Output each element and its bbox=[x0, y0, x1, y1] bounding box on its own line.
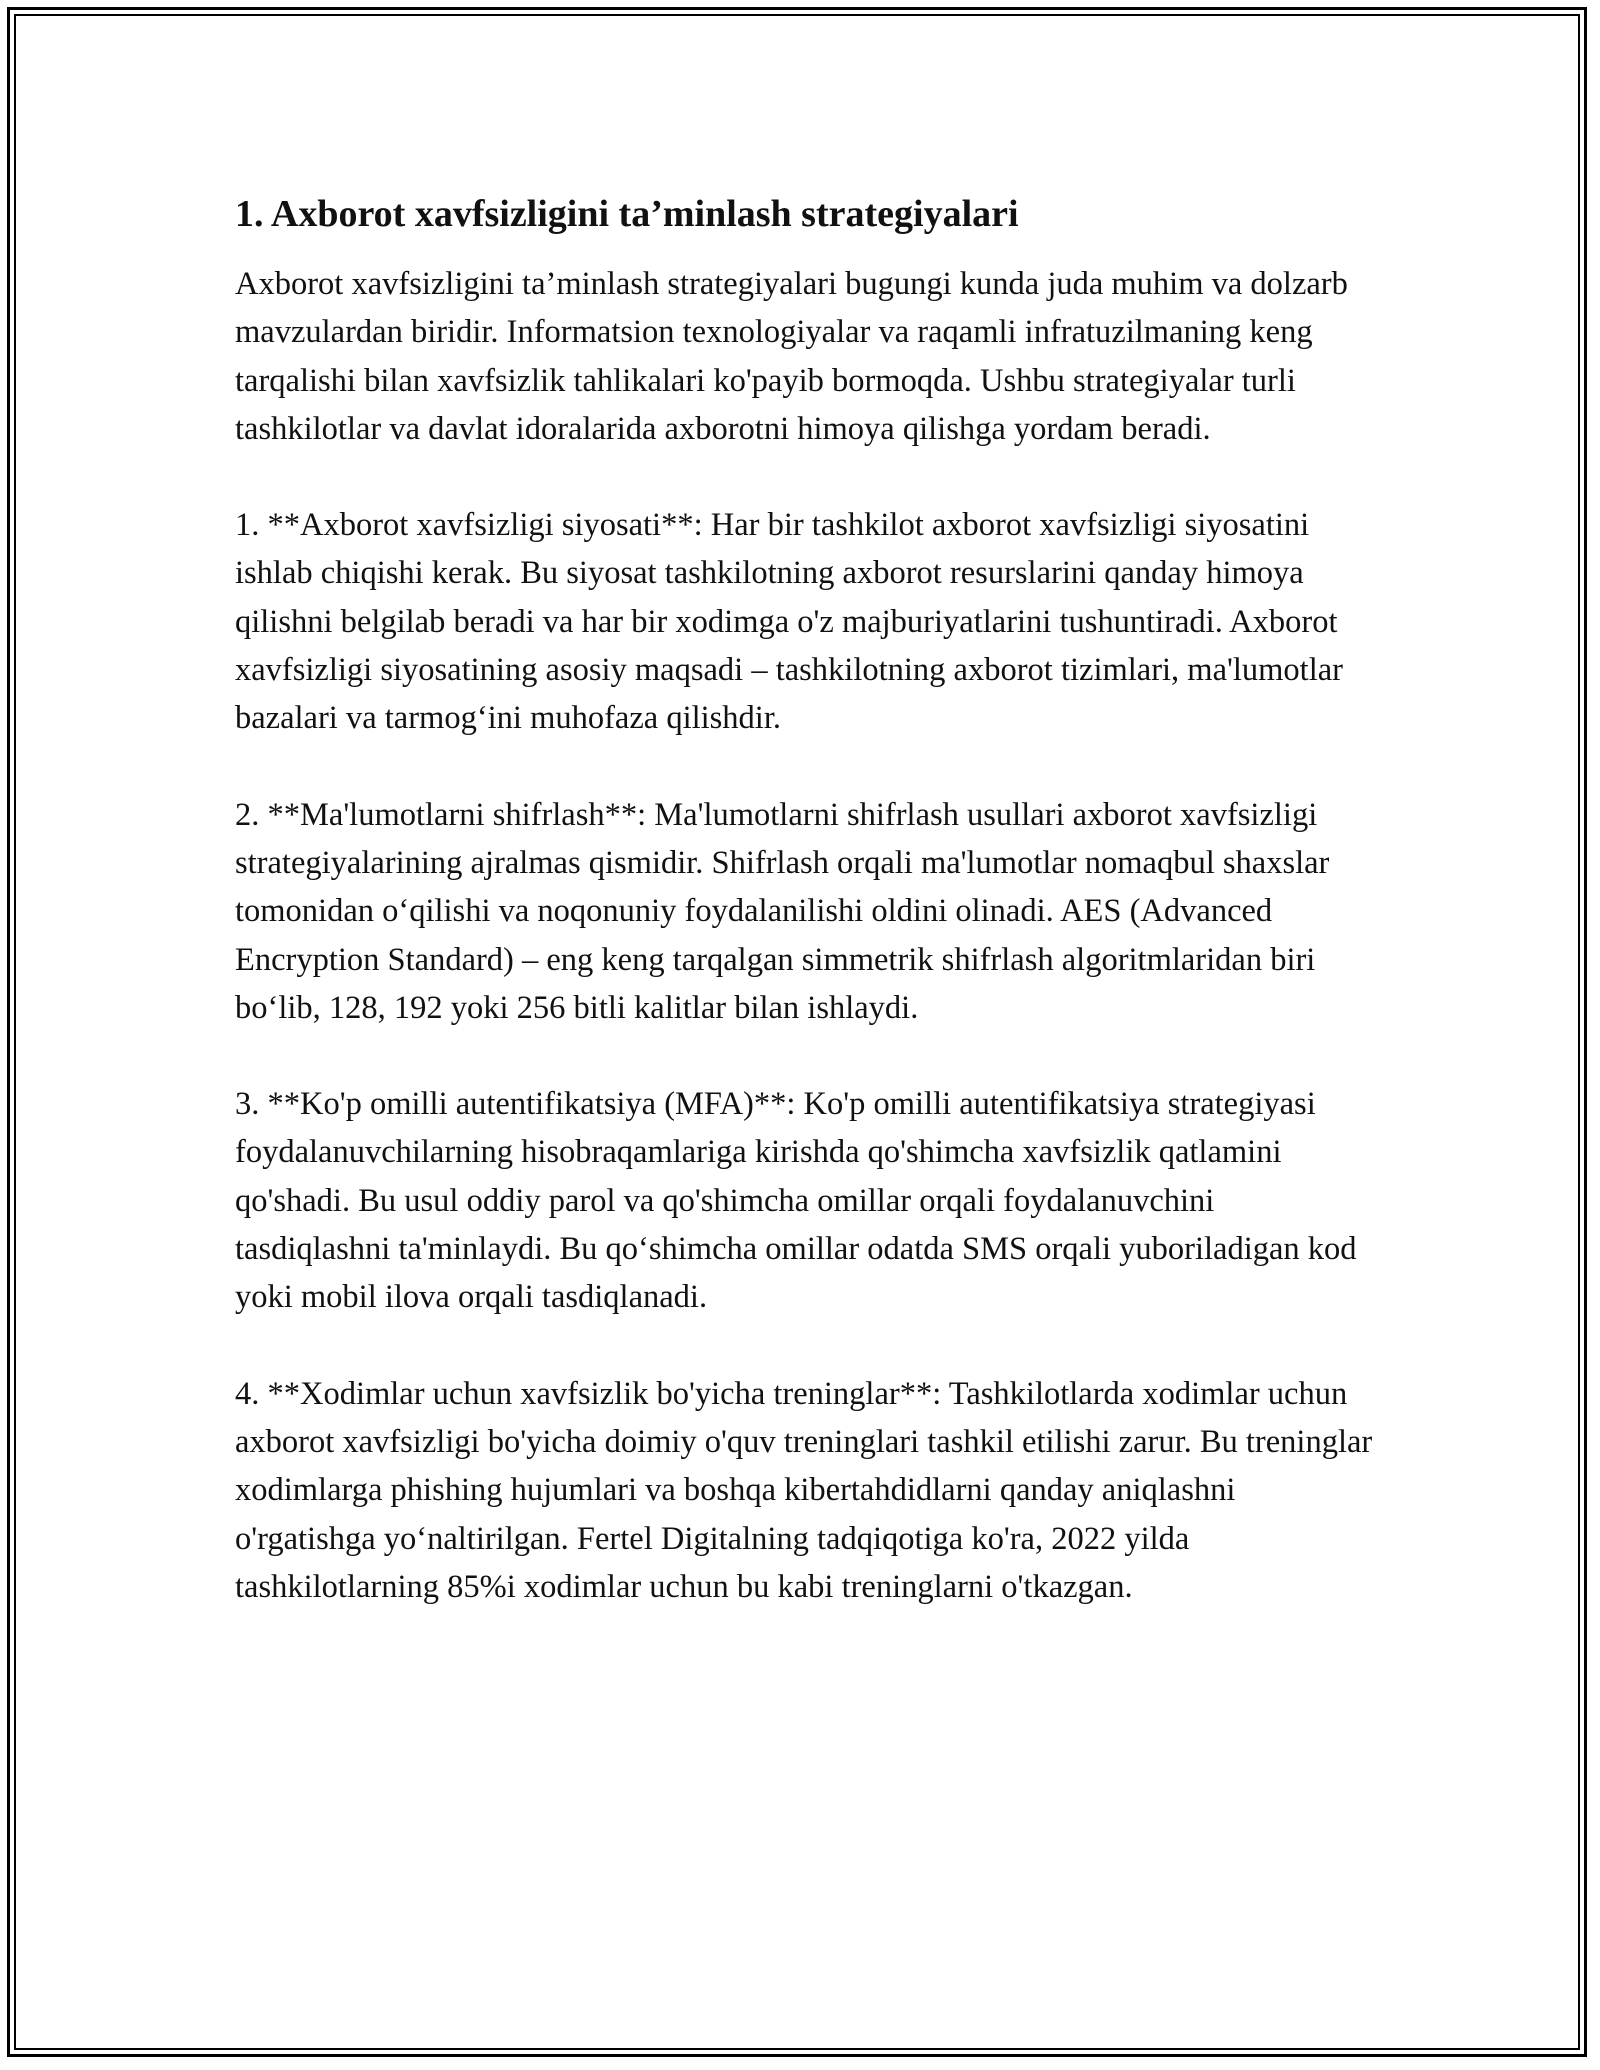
paragraph-security-training: 4. **Xodimlar uchun xavfsizlik bo'yicha treninglar**: Tashkilotlarda xodimlar uchun axborot xavfsizligi bo'yicha doimiy o'quv treninglari tashkil etilishi zarur. Bu treninglar xodimlarga phishing hujumlari va boshqa kibertahdidlarni qanday aniqlashni o'rgatishga yo‘naltirilgan. Fertel Digitalning tadqiqotiga ko'ra, 2022 yilda tashkilotlarning 85%i xodimlar uchun bu kabi treninglarni o'tkazgan. bbox=[235, 1375, 1373, 1605]
paragraph-data-encryption: 2. **Ma'lumotlarni shifrlash**: Ma'lumotlarni shifrlash usullari axborot xavfsizligi strategiyalarining ajralmas qismidir. Shifrlash orqali ma'lumotlar nomaqbul shaxslar tomonidan o‘qilishi va noqonuniy foydalanilishi oldini olinadi. AES (Advanced Encryption Standard) – eng keng tarqalgan simmetrik shifrlash algoritmlaridan biri bo‘lib, 128, 192 yoki 256 bitli kalitlar bilan ishlaydi. bbox=[235, 796, 1330, 1026]
document-title: 1. Axborot xavfsizligini ta’minlash strategiyalari bbox=[235, 193, 1019, 235]
paragraph-security-policy: 1. **Axborot xavfsizligi siyosati**: Har bir tashkilot axborot xavfsizligi siyosatini ishlab chiqishi kerak. Bu siyosat tashkilotning axborot resurslarini qanday himoya qilishni belgilab beradi va har bir xodimga o'z majburiyatlarini tushuntiradi. Axborot xavfsizligi siyosatining asosiy maqsadi – tashkilotning axborot tizimlari, ma'lumotlar bazalari va tarmog‘ini muhofaza qilishdir. bbox=[235, 507, 1343, 737]
document-body bbox=[235, 188, 1375, 1611]
paragraph-multi-factor-auth: 3. **Ko'p omilli autentifikatsiya (MFA)**: Ko'p omilli autentifikatsiya strategiyasi foydalanuvchilarning hisobraqamlariga kirishda qo'shimcha xavfsizlik qatlamini qo'shadi. Bu usul oddiy parol va qo'shimcha omillar orqali foydalanuvchini tasdiqlashni ta'minlaydi. Bu qo‘shimcha omillar odatda SMS orqali yuboriladigan kod yoki mobil ilova orqali tasdiqlanadi. bbox=[235, 1086, 1357, 1316]
intro-paragraph: Axborot xavfsizligini ta’minlash strategiyalari bugungi kunda juda muhim va dolzarb mavzulardan biridir. Informatsion texnologiyalar va raqamli infratuzilmaning keng tarqalishi bilan xavfsizlik tahlikalari ko'payib bormoqda. Ushbu strategiyalar turli tashkilotlar va davlat idoralarida axborotni himoya qilishga yordam beradi. bbox=[235, 266, 1348, 447]
